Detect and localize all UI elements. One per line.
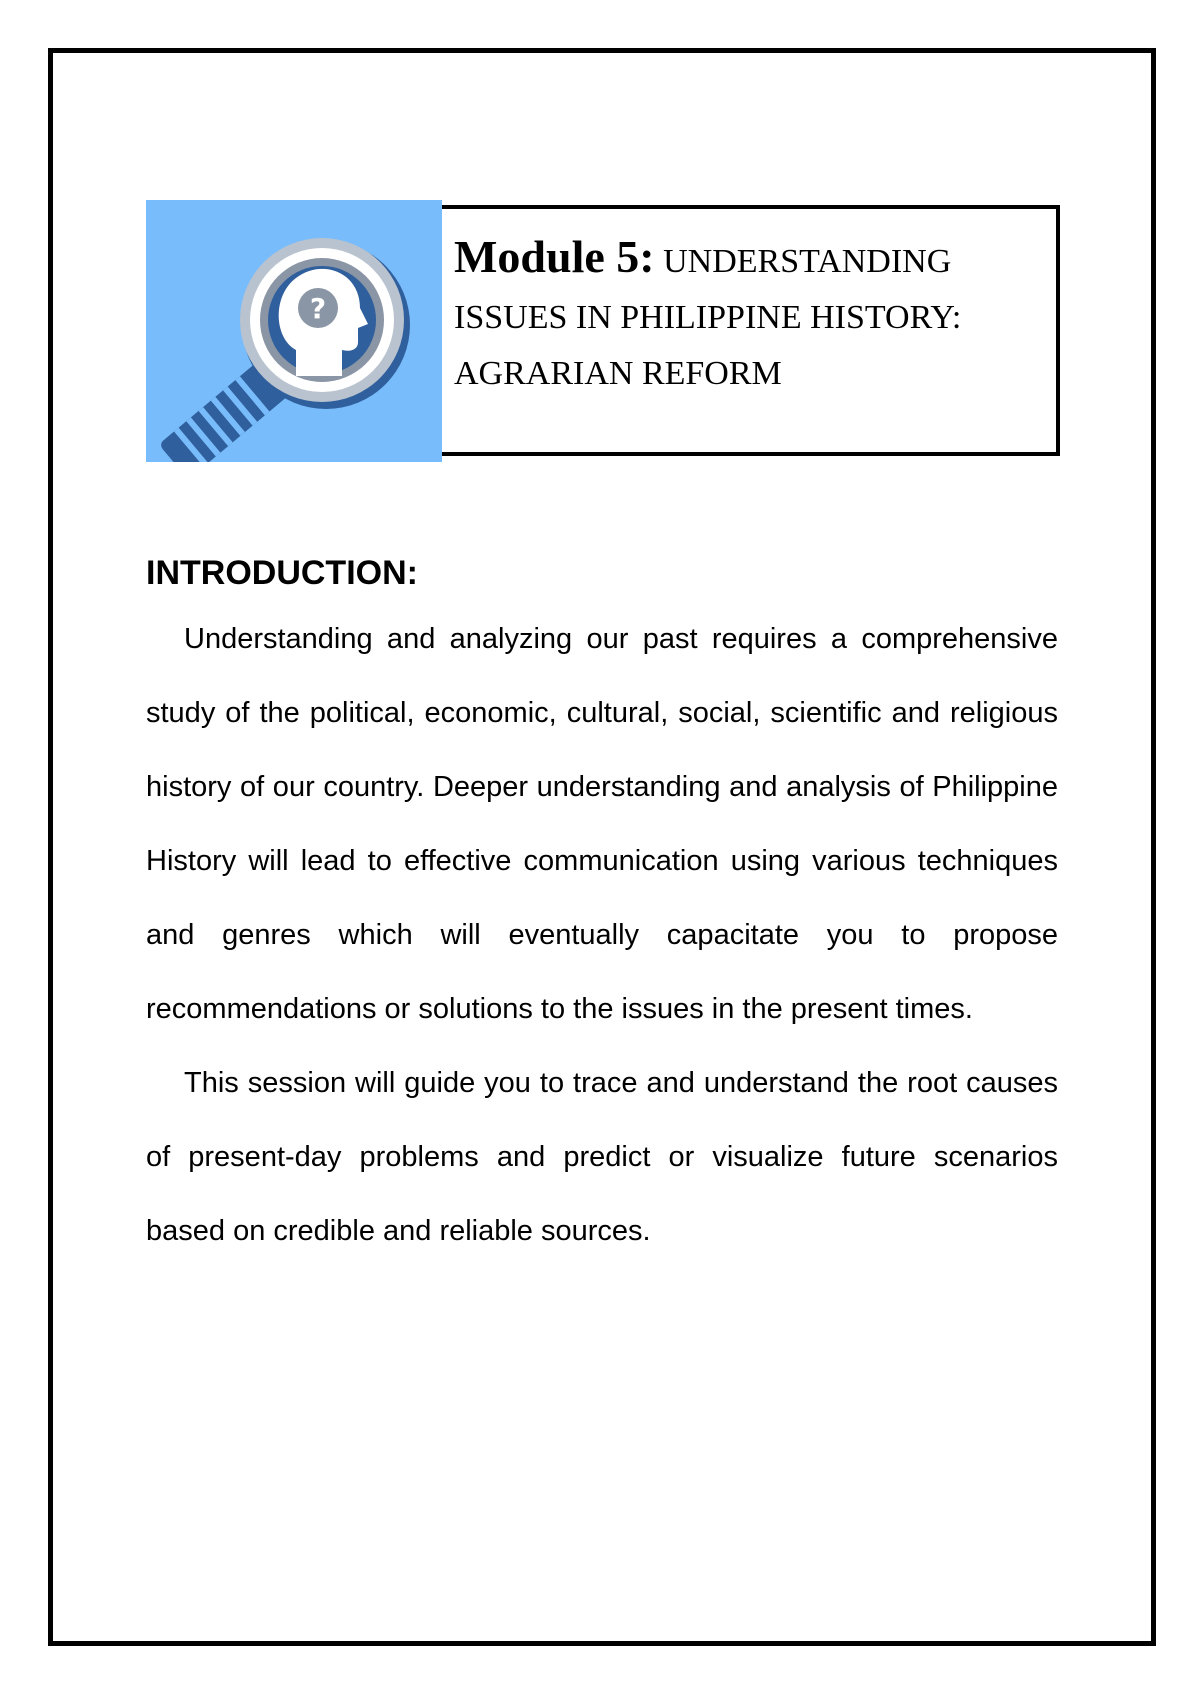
- svg-text:?: ?: [309, 292, 327, 325]
- title-line-1: [454, 229, 1038, 290]
- title-line-3: AGRARIAN REFORM: [454, 355, 782, 392]
- title-text-part-1: UNDERSTANDING: [663, 243, 952, 280]
- introduction-paragraph-2: This session will guide you to trace and understand the root causes of present-day problems and predict or visualize future scenarios based on credible and reliable sources.: [146, 1067, 1058, 1247]
- introduction-paragraph-1: Understanding and analyzing our past requires a comprehensive study of the political, economic, cultural, social, scientific and religious history of our country. Deeper understanding and analysis of Philippine History will lead to effective communication using various techniques and genres which will eventually capacitate you to propose recommendations or solutions to the issues in the present times.: [146, 623, 1058, 1025]
- title-line-2: ISSUES IN PHILIPPINE HISTORY:: [454, 299, 962, 336]
- introduction-heading: INTRODUCTION:: [146, 554, 418, 592]
- module-title-box: [442, 205, 1060, 456]
- header-image: [146, 200, 442, 462]
- module-number: Module 5:: [454, 231, 655, 282]
- introduction-body: [146, 602, 1058, 1268]
- magnifying-glass-head-question-icon: [146, 200, 442, 462]
